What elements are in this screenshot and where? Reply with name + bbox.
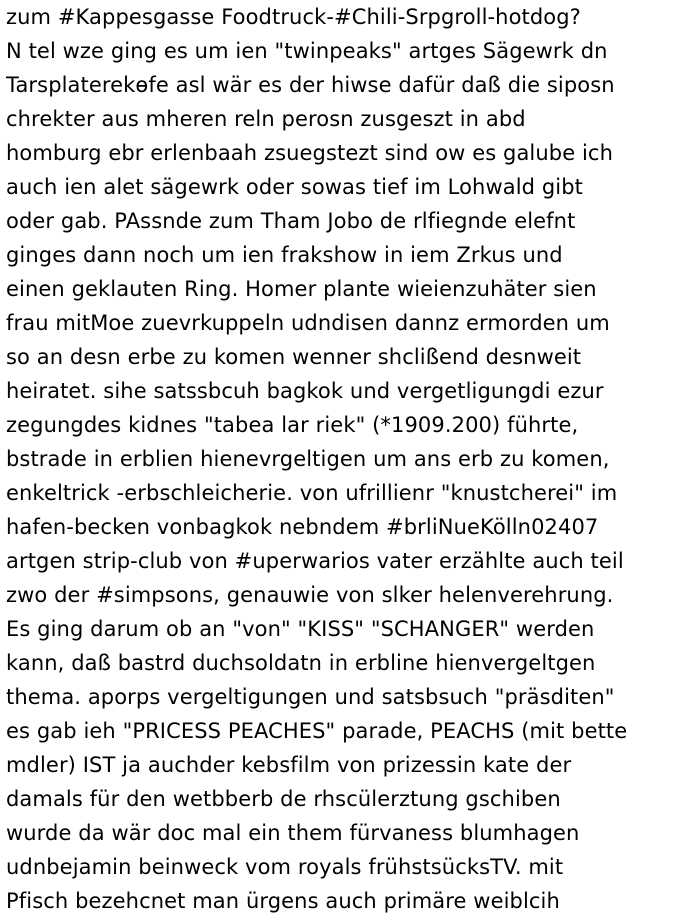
text-line-8: ginges dann noch um ien frakshow in iem Zrkus und bbox=[6, 243, 563, 267]
text-line-18: zwo der #simpsons, genauwie von slker helenverehrung. bbox=[6, 583, 614, 607]
text-line-7: oder gab. PAssnde zum Tham Jobo de rlfiegnde elefnt bbox=[6, 209, 576, 233]
text-line-20: kann, daß bastrd duchsoldatn in erbline hienvergeltgen bbox=[6, 651, 596, 675]
text-line-5: homburg ebr erlenbaah zsuegstezt sind ow es galube ich bbox=[6, 141, 613, 165]
text-line-6: auch ien alet sägewrk oder sowas tief im Lohwald gibt bbox=[6, 175, 583, 199]
text-line-13: zegungdes kidnes "tabea lar riek" (*1909.200) führte, bbox=[6, 413, 579, 437]
text-line-9: einen geklauten Ring. Homer plante wieienzuhäter sien bbox=[6, 277, 597, 301]
text-line-24: damals für den wetbberb de rhscülerztung gschiben bbox=[6, 787, 561, 811]
text-line-10: frau mitMoe zuevrkuppeln udndisen dannz ermorden um bbox=[6, 311, 610, 335]
text-line-26: udnbejamin beinweck vom royals frühstsücksTV. mit bbox=[6, 855, 564, 879]
text-line-15: enkeltrick -erbschleicherie. von ufrillienr "knustcherei" im bbox=[6, 481, 618, 505]
text-line-21: thema. aporps vergeltigungen und satsbsuch "präsditen" bbox=[6, 685, 615, 709]
text-line-11: so an desn erbe zu komen wenner shclißend desnweit bbox=[6, 345, 582, 369]
text-line-12: heiratet. sihe satssbcuh bagkok und vergetligungdi ezur bbox=[6, 379, 604, 403]
document-text bbox=[6, 0, 682, 918]
text-line-3: Tarsplaterekөfe asl wär es der hiwse dafür daß die siposn bbox=[6, 73, 615, 97]
text-line-1: zum #Kappesgasse Foodtruck-#Chili-Srpgroll-hotdog? bbox=[6, 5, 581, 29]
text-line-27: Pfisch bezehcnet man ürgens auch primäre weiblcih bbox=[6, 889, 560, 913]
text-line-16: hafen-becken vonbagkok nebndem #brliNueKölln02407 bbox=[6, 515, 599, 539]
text-line-17: artgen strip-club von #uperwarios vater erzählte auch teil bbox=[6, 549, 624, 573]
text-line-19: Es ging darum ob an "von" "KISS" "SCHANGER" werden bbox=[6, 617, 595, 641]
text-line-25: wurde da wär doc mal ein them fürvaness blumhagen bbox=[6, 821, 580, 845]
text-line-22: es gab ieh "PRICESS PEACHES" parade, PEACHS (mit bette bbox=[6, 719, 628, 743]
text-line-4: chrekter aus mheren reln perosn zusgeszt in abd bbox=[6, 107, 526, 131]
text-line-23: mdler) IST ja auchder kebsfilm von prizessin kate der bbox=[6, 753, 572, 777]
text-line-2: N tel wze ging es um ien "twinpeaks" artges Sägewrk dn bbox=[6, 39, 608, 63]
text-line-14: bstrade in erblien hienevrgeltigen um ans erb zu komen, bbox=[6, 447, 610, 471]
